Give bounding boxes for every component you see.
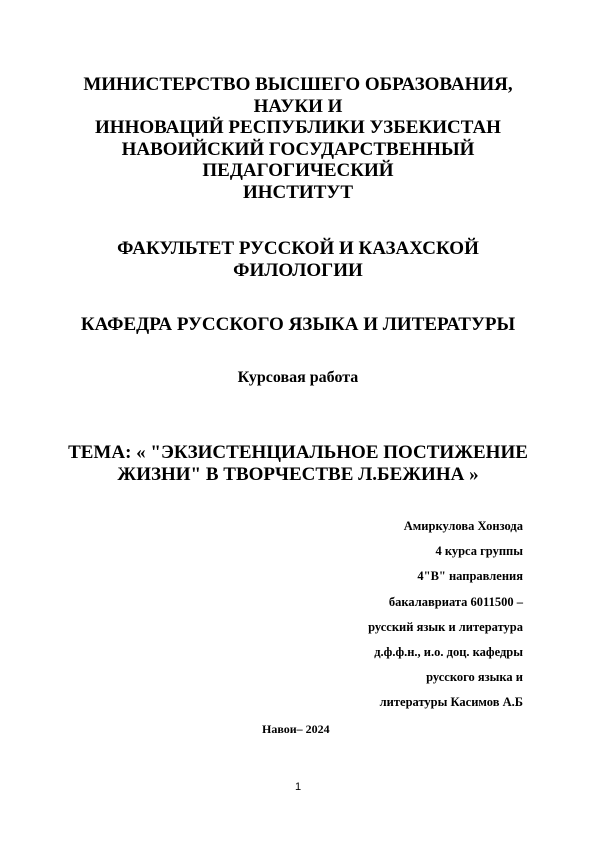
- institute-line: ИНСТИТУТ: [242, 181, 354, 203]
- faculty-heading: [0, 238, 596, 281]
- work-type-label: Курсовая работа: [237, 369, 359, 386]
- institute-line: ПЕДАГОГИЧЕСКИЙ: [202, 160, 394, 181]
- supervisor-name: литературы Касимов А.Б: [379, 695, 523, 710]
- department-heading: КАФЕДРА РУССКОГО ЯЗЫКА И ЛИТЕРАТУРЫ: [80, 314, 516, 335]
- author-course: 4 курса группы: [435, 544, 523, 559]
- author-info: [263, 519, 523, 721]
- faculty-line: ФИЛОЛОГИИ: [233, 259, 363, 281]
- author-name: Амиркулова Хонзода: [403, 519, 523, 533]
- author-direction: 4"В" направления: [417, 569, 523, 584]
- ministry-heading: [0, 74, 596, 203]
- page-number: 1: [294, 781, 302, 793]
- institute-line: НАВОИЙСКИЙ ГОСУДАРСТВЕННЫЙ: [121, 138, 475, 160]
- city-year: Навои– 2024: [262, 722, 330, 736]
- ministry-line: НАУКИ И: [253, 95, 343, 117]
- author-bachelor: бакалавриата 6011500 –: [388, 594, 523, 609]
- supervisor-department: русского языка и: [426, 670, 523, 685]
- ministry-line: МИНИСТЕРСТВО ВЫСШЕГО ОБРАЗОВАНИЯ,: [83, 74, 513, 95]
- ministry-line: ИННОВАЦИЙ РЕСПУБЛИКИ УЗБЕКИСТАН: [95, 117, 501, 138]
- faculty-line: ФАКУЛЬТЕТ РУССКОЙ И КАЗАХСКОЙ: [117, 238, 479, 259]
- theme-title: [0, 442, 596, 485]
- theme-line: ЖИЗНИ" В ТВОРЧЕСТВЕ Л.БЕЖИНА »: [117, 463, 479, 485]
- theme-line: ТЕМА: « "ЭКЗИСТЕНЦИАЛЬНОЕ ПОСТИЖЕНИЕ: [68, 442, 528, 463]
- author-specialty: русский язык и литература: [368, 619, 523, 634]
- supervisor-title: д.ф.ф.н., и.о. доц. кафедры: [374, 644, 523, 659]
